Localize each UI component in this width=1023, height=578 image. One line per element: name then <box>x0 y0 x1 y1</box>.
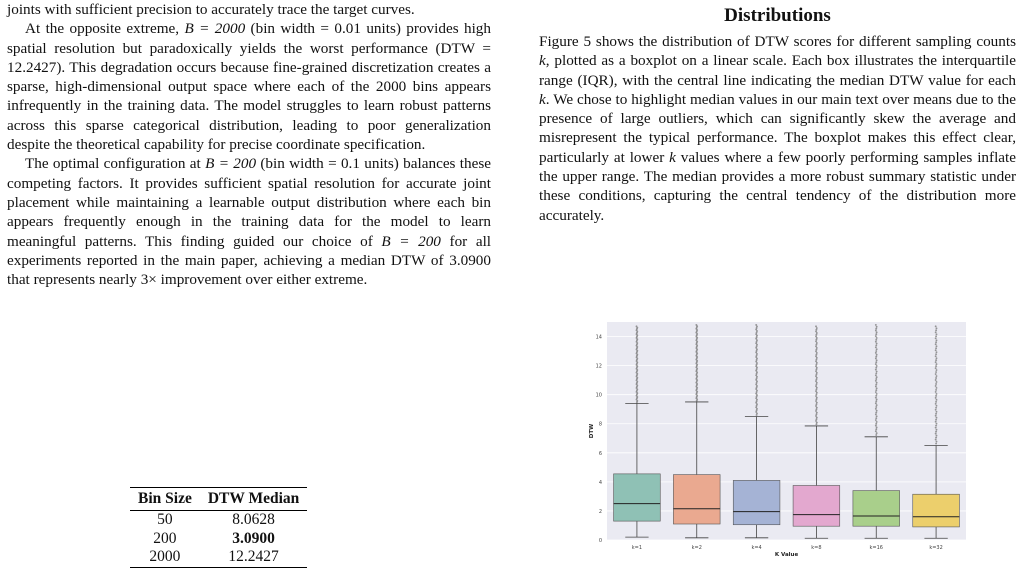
outlier-point <box>815 408 817 410</box>
outlier-point <box>935 337 937 339</box>
math-b2000: B = 2000 <box>184 20 246 38</box>
outlier-point <box>936 417 938 419</box>
outlier-point <box>935 431 937 433</box>
outlier-point <box>875 356 877 358</box>
outlier-point <box>815 344 817 346</box>
outlier-point <box>876 337 878 339</box>
outlier-point <box>815 390 817 392</box>
outlier-point <box>936 369 938 371</box>
outlier-point <box>875 335 877 337</box>
outlier-point <box>815 359 817 361</box>
outlier-point <box>875 386 877 388</box>
outlier-point <box>816 397 818 399</box>
x-tick-label: k=1 <box>631 545 643 551</box>
outlier-point <box>816 382 818 384</box>
outlier-point <box>875 374 877 376</box>
outlier-point <box>875 434 877 436</box>
outlier-point <box>935 425 937 427</box>
y-tick-label: 8 <box>598 421 602 428</box>
y-tick-label: 10 <box>595 392 602 399</box>
outlier-point <box>876 393 878 395</box>
outlier-point <box>815 370 817 372</box>
outlier-point <box>935 371 937 373</box>
outlier-point <box>935 343 937 345</box>
outlier-point <box>935 365 937 367</box>
outlier-point <box>875 423 877 425</box>
outlier-point <box>935 379 937 381</box>
outlier-point <box>875 397 877 399</box>
outlier-point <box>816 352 818 354</box>
outlier-point <box>815 403 817 405</box>
outlier-point <box>935 373 937 375</box>
table-row <box>130 530 307 549</box>
outlier-point <box>816 372 818 374</box>
outlier-point <box>935 355 937 357</box>
outlier-point <box>936 339 938 341</box>
outlier-point <box>876 415 878 417</box>
plot-background <box>607 322 966 540</box>
outlier-point <box>936 405 938 407</box>
outlier-point <box>815 410 817 412</box>
table-cell-dtw: 12.2427 <box>200 548 307 567</box>
outlier-point <box>935 395 937 397</box>
outlier-point <box>936 387 938 389</box>
outlier-point <box>935 325 937 327</box>
box-k=1 <box>614 474 661 521</box>
outlier-point <box>876 371 878 373</box>
x-tick-label: k=8 <box>811 545 822 551</box>
outlier-point <box>876 404 878 406</box>
outlier-point <box>936 357 938 359</box>
outlier-point <box>935 335 937 337</box>
y-tick-label: 4 <box>598 479 602 486</box>
outlier-point <box>935 433 937 435</box>
outlier-point <box>936 435 938 437</box>
outlier-point <box>816 362 818 364</box>
outlier-point <box>816 402 818 404</box>
outlier-point <box>815 383 817 385</box>
outlier-point <box>936 411 938 413</box>
outlier-point <box>876 387 878 389</box>
outlier-point <box>935 427 937 429</box>
outlier-point <box>815 413 817 415</box>
outlier-point <box>875 430 877 432</box>
outlier-point <box>936 345 938 347</box>
outlier-point <box>815 360 817 362</box>
table-row <box>130 511 307 530</box>
outlier-point <box>875 391 877 393</box>
y-tick-label: 14 <box>595 334 602 341</box>
outlier-point <box>815 354 817 356</box>
outlier-point <box>875 346 877 348</box>
outlier-point <box>875 400 877 402</box>
outlier-point <box>875 350 877 352</box>
outlier-point <box>815 379 817 381</box>
outlier-point <box>935 409 937 411</box>
x-axis-label: K Value <box>774 552 799 558</box>
dtw-boxplot-chart <box>584 318 969 558</box>
outlier-point <box>695 324 697 326</box>
outlier-point <box>815 369 817 371</box>
outlier-point <box>875 367 877 369</box>
outlier-point <box>815 330 817 332</box>
outlier-point <box>875 413 877 415</box>
outlier-point <box>876 331 878 333</box>
outlier-point <box>935 403 937 405</box>
outlier-point <box>815 393 817 395</box>
outlier-point <box>875 344 877 346</box>
outlier-point <box>876 432 878 434</box>
outlier-point <box>936 351 938 353</box>
outlier-point <box>816 412 818 414</box>
outlier-point <box>816 337 818 339</box>
outlier-point <box>875 352 877 354</box>
outlier-point <box>875 412 877 414</box>
outlier-point <box>876 427 878 429</box>
outlier-point <box>935 377 937 379</box>
outlier-point <box>876 399 878 401</box>
outlier-point <box>815 420 817 422</box>
x-tick-label: k=32 <box>929 545 943 551</box>
outlier-point <box>875 361 877 363</box>
outlier-point <box>636 325 638 327</box>
outlier-point <box>815 355 817 357</box>
outlier-point <box>936 393 938 395</box>
math-b200: B = 200 <box>205 155 257 173</box>
outlier-point <box>815 374 817 376</box>
outlier-point <box>816 417 818 419</box>
outlier-point <box>816 347 818 349</box>
outlier-point <box>876 359 878 361</box>
left-column <box>7 0 491 289</box>
outlier-point <box>875 389 877 391</box>
paragraph-b2000: At the opposite extreme, B = 2000 (bin width = 0.01 units) provides high spatial resolution but paradoxically yields the worst performance (DTW = 12.2427). This degradation occurs because fine-grained discretization creates a sparse, high-dimensional output space where each of the 2000 bins appears infrequently in the training data. The model struggles to learn robust patterns across this sparse categorical distribution, leading to poor generalization despite the theoretical capability for precise coordinate specification. <box>7 20 491 154</box>
outlier-point <box>935 331 937 333</box>
y-tick-label: 2 <box>598 508 602 515</box>
outlier-point <box>875 372 877 374</box>
outlier-point <box>875 408 877 410</box>
paragraph-distributions: Figure 5 shows the distribution of DTW scores for different sampling counts k, plotted as a boxplot on a linear scale. Each box illustrates the interquartile range (IQR), with the central line indicating the median DTW value for each k. We chose to highlight median values in our main text over means due to the presence of large outliers, which can significantly skew the average and misrepresent the typical performance. The boxplot makes this effect clear, particularly at lower k values where a few poorly performing samples inflate the upper range. The median provides a more robust summary statistic under these conditions, capturing the central tendency of the distribution more accurately. <box>539 33 1016 224</box>
y-tick-label: 6 <box>598 450 602 457</box>
outlier-point <box>876 376 878 378</box>
outlier-point <box>935 421 937 423</box>
outlier-point <box>936 327 938 329</box>
outlier-point <box>936 381 938 383</box>
outlier-point <box>816 377 818 379</box>
outlier-point <box>935 413 937 415</box>
box-k=16 <box>853 491 900 527</box>
outlier-point <box>935 407 937 409</box>
outlier-point <box>935 419 937 421</box>
outlier-point <box>935 383 937 385</box>
table-cell-bin: 50 <box>157 511 173 528</box>
box-k=32 <box>913 494 960 527</box>
outlier-point <box>875 380 877 382</box>
outlier-point <box>876 421 878 423</box>
box-k=4 <box>733 480 780 524</box>
outlier-point <box>876 343 878 345</box>
math-b200-choice: B = 200 <box>381 232 441 250</box>
outlier-point <box>816 357 818 359</box>
outlier-point <box>935 347 937 349</box>
outlier-point <box>935 415 937 417</box>
outlier-point <box>936 423 938 425</box>
outlier-point <box>936 399 938 401</box>
outlier-point <box>875 330 877 332</box>
y-tick-label: 0 <box>598 538 602 544</box>
outlier-point <box>875 378 877 380</box>
outlier-point <box>935 385 937 387</box>
outlier-point <box>935 401 937 403</box>
outlier-point <box>875 341 877 343</box>
outlier-point <box>815 329 817 331</box>
outlier-point <box>875 395 877 397</box>
bin-size-table <box>130 487 307 568</box>
outlier-point <box>815 349 817 351</box>
table-row <box>130 548 307 567</box>
outlier-point <box>815 375 817 377</box>
outlier-point <box>935 349 937 351</box>
outlier-point <box>936 441 938 443</box>
outlier-point <box>935 397 937 399</box>
paragraph-continuation: joints with sufficient precision to accurately trace the target curves. <box>7 1 415 18</box>
x-tick-label: k=4 <box>751 545 762 551</box>
outlier-point <box>816 332 818 334</box>
outlier-point <box>815 388 817 390</box>
right-column <box>539 0 1016 225</box>
outlier-point <box>875 384 877 386</box>
outlier-point <box>876 354 878 356</box>
box-k=8 <box>793 486 840 527</box>
table-cell-dtw: 8.0628 <box>232 511 275 528</box>
outlier-point <box>815 325 817 327</box>
box-k=2 <box>673 475 720 524</box>
outlier-point <box>935 367 937 369</box>
outlier-point <box>875 425 877 427</box>
outlier-point <box>875 333 877 335</box>
outlier-point <box>815 380 817 382</box>
outlier-point <box>936 375 938 377</box>
outlier-point <box>936 429 938 431</box>
outlier-point <box>875 339 877 341</box>
outlier-point <box>875 324 877 326</box>
outlier-point <box>875 417 877 419</box>
outlier-point <box>816 422 818 424</box>
outlier-point <box>816 407 818 409</box>
outlier-point <box>876 348 878 350</box>
outlier-point <box>875 328 877 330</box>
outlier-point <box>875 406 877 408</box>
outlier-point <box>935 443 937 445</box>
table-header-bin-size: Bin Size <box>130 488 200 511</box>
table-cell-bin: 200 <box>153 529 177 547</box>
outlier-point <box>815 395 817 397</box>
outlier-point <box>815 418 817 420</box>
x-tick-label: k=16 <box>869 545 883 551</box>
y-tick-label: 12 <box>595 363 602 370</box>
outlier-point <box>875 428 877 430</box>
outlier-point <box>816 342 818 344</box>
outlier-point <box>936 363 938 365</box>
outlier-point <box>935 439 937 441</box>
outlier-point <box>875 419 877 421</box>
outlier-point <box>935 391 937 393</box>
outlier-point <box>815 350 817 352</box>
outlier-point <box>816 367 818 369</box>
outlier-point <box>815 340 817 342</box>
outlier-point <box>935 329 937 331</box>
y-axis-label: DTW <box>589 423 595 439</box>
outlier-point <box>875 363 877 365</box>
outlier-point <box>815 335 817 337</box>
outlier-point <box>935 389 937 391</box>
outlier-point <box>935 341 937 343</box>
outlier-point <box>935 353 937 355</box>
outlier-point <box>815 334 817 336</box>
x-tick-label: k=2 <box>691 545 702 551</box>
outlier-point <box>815 364 817 366</box>
outlier-point <box>816 387 818 389</box>
outlier-point <box>816 327 818 329</box>
outlier-point <box>815 339 817 341</box>
outlier-point <box>815 385 817 387</box>
outlier-point <box>875 369 877 371</box>
outlier-point <box>935 437 937 439</box>
outlier-point <box>876 326 878 328</box>
outlier-point <box>815 345 817 347</box>
outlier-point <box>935 359 937 361</box>
outlier-point <box>935 361 937 363</box>
outlier-point <box>876 382 878 384</box>
outlier-point <box>875 402 877 404</box>
paragraph-b200: The optimal configuration at B = 200 (bin width = 0.1 units) balances these competing factors. It provides sufficient spatial resolution for accurate joint placement while maintaining a learnable output distribution where each bin appears frequently enough in the training data for the model to learn meaningful patterns. This finding guided our choice of B = 200 for all experiments reported in the main paper, achieving a median DTW of 3.0900 that represents nearly 3× improvement over either extreme. <box>7 155 492 289</box>
outlier-point <box>876 410 878 412</box>
section-title: Distributions <box>724 5 831 26</box>
table-cell-bin: 2000 <box>130 548 200 567</box>
outlier-point <box>875 358 877 360</box>
outlier-point <box>876 365 878 367</box>
outlier-point <box>815 423 817 425</box>
table-header-dtw-median: DTW Median <box>200 488 307 511</box>
outlier-point <box>936 333 938 335</box>
outlier-point <box>815 365 817 367</box>
table-cell-dtw-best: 3.0900 <box>232 529 275 547</box>
outlier-point <box>815 400 817 402</box>
outlier-point <box>815 398 817 400</box>
outlier-point <box>815 405 817 407</box>
outlier-point <box>755 324 757 326</box>
outlier-point <box>815 415 817 417</box>
outlier-point <box>816 392 818 394</box>
math-3x: 3× <box>140 271 157 289</box>
